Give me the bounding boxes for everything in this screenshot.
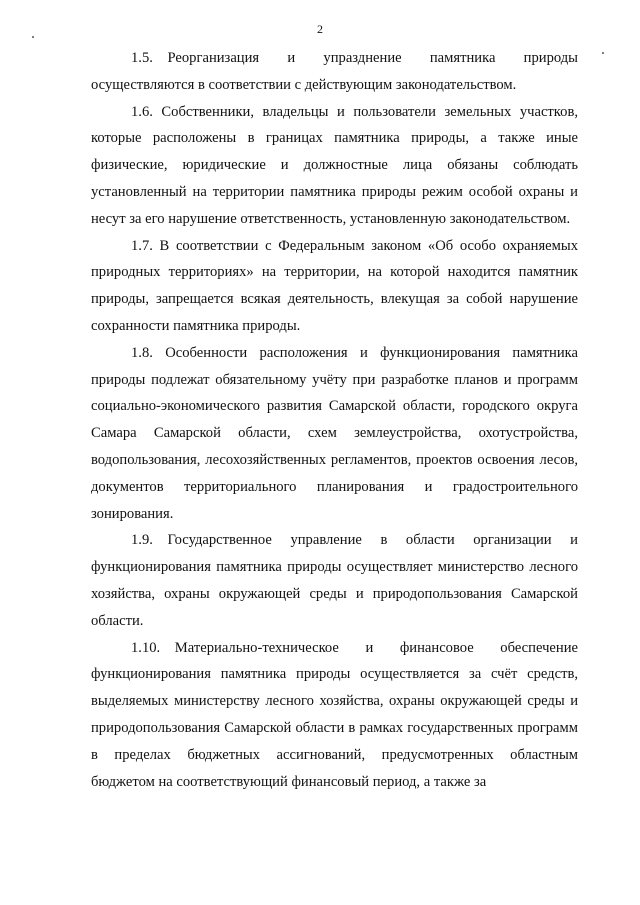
paragraph-1-7: 1.7. В соответствии с Федеральным законом «Об особо охраняемых природных территориях» на территории, на которой находится памятник природы, запрещается всякая деятельность, влекущая за собой нарушение сохранности памятника природы.	[91, 237, 578, 334]
scan-speck-left	[32, 36, 34, 38]
page-number: 2	[317, 22, 323, 36]
paragraph-1-6: 1.6. Собственники, владельцы и пользователи земельных участков, которые расположены в границах памятника природы, а также иные физические, юридические и должностные лица обязаны соблюдать установленный на территории памятника природы режим особой охраны и несут за его нарушение ответственность, установленную законодательством.	[91, 103, 578, 227]
scan-speck-right	[602, 52, 604, 54]
paragraph-1-9: 1.9. Государственное управление в области организации и функционирования памятника природы осуществляет министерство лесного хозяйства, охраны окружающей среды и природопользования Самарской области.	[91, 532, 578, 629]
paragraph-1-5: 1.5. Реорганизация и упразднение памятника природы осуществляются в соответствии с действующим законодательством.	[91, 50, 578, 93]
paragraph-1-8: 1.8. Особенности расположения и функционирования памятника природы подлежат обязательному учёту при разработке планов и программ социально-экономического развития Самарской области, городского округа Самара Самарской области, схем землеустройства, охотустройства, водопользования, лесохозяйственных регламентов, проектов освоения лесов, документов территориального планирования и градостроительного зонирования.	[91, 344, 578, 522]
paragraph-1-10: 1.10. Материально-техническое и финансовое обеспечение функционирования памятника природы осуществляется за счёт средств, выделяемых министерству лесного хозяйства, охраны окружающей среды и природопользования Самарской области в рамках государственных программ в пределах бюджетных ассигнований, предусмотренных областным бюджетом на соответствующий финансовый период, а также за	[91, 639, 578, 790]
document-body	[91, 45, 578, 795]
